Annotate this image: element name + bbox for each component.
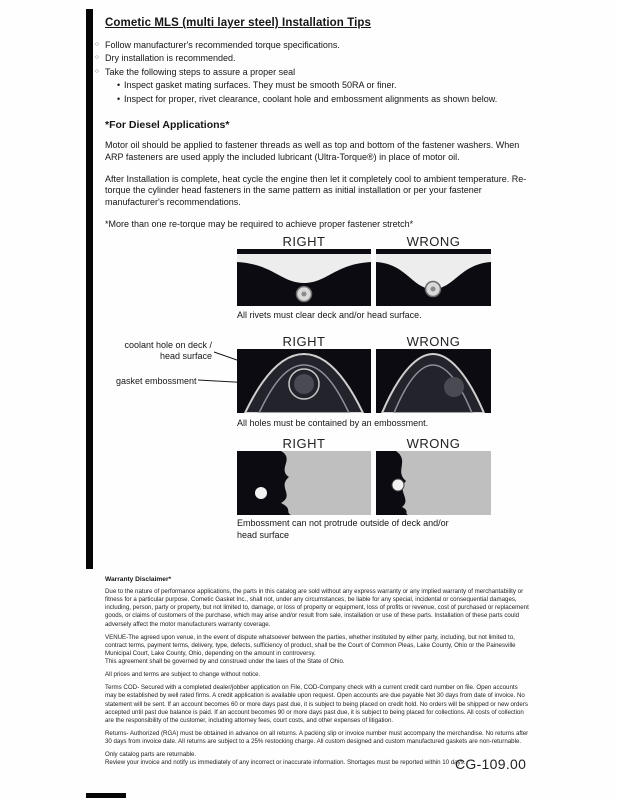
- content-area: [105, 17, 529, 231]
- wrong-label: WRONG: [406, 334, 461, 349]
- coolant-hole-right-image: [237, 349, 371, 413]
- gasket-embossment-callout: gasket embossment: [116, 376, 197, 386]
- warranty-paragraph: Terms COD- Secured with a completed dealer/jobber application on File, COD-Company check with a current credit card number on file. Open accounts may be established by well rated firms. A credit application is available upon request. Open accounts are due payable Net 30 days from date of invoice. No statement will be sent. If an account becomes 60 or more days past due, it is subject to being placed on credit hold. No orders will be shipped or new orders accepted until past due balance is paid. If an account becomes 90 or more days past due, it is subject to being placed for collections. All costs of collection are the responsibility of the customer, including attorney fees, court costs, and other expenses of litigation.: [105, 684, 528, 724]
- wrong-label: WRONG: [406, 234, 461, 249]
- warranty-heading: Warranty Disclaimer*: [105, 576, 172, 583]
- warranty-paragraph: Only catalog parts are returnable.: [105, 751, 197, 759]
- diagram-section: [0, 230, 618, 560]
- tip-item: ○ Dry installation is recommended.: [105, 53, 529, 64]
- coolant-hole-callout: coolant hole on deck / head surface: [124, 340, 212, 362]
- warranty-paragraph: VENUE-The agreed upon venue, in the event of dispute whatsoever between the parties, whether instituted by either party, including, but not limited to, contract terms, payment terms, delivery, type, defects, sufficiency of product, shall be the Court of Common Pleas, Lake County, Ohio or the Painesville Municipal Court, Lake County, Ohio, depending on the amount in controversy.: [105, 633, 516, 657]
- tip-item: ○ Take the following steps to assure a proper seal: [105, 67, 529, 78]
- diesel-applications-heading: *For Diesel Applications*: [105, 118, 230, 131]
- warranty-disclaimer: [105, 576, 530, 772]
- warranty-paragraph: Due to the nature of performance applications, the parts in this catalog are sold without any express warranty or any implied warranty of merchantability or fitness for a particular purpose. Cometic Gasket Inc., shall not, under any circumstances, be liable for any special, incidental or consequential damages, including, person, party or property, but not limited to, damage, or loss of property or equipment, loss of profits or revenue, cost of purchased or replacement goods, or claims of customers of the purchase, which may arise and/or result from sale, installation or use of these parts. Installation of these parts could adversely affect the motor manufacturers warranty coverage.: [105, 588, 529, 628]
- retorque-note: *More than one re-torque may be required to achieve proper fastener stretch*: [105, 219, 414, 230]
- warranty-paragraph: Review your invoice and notify us immediately of any incorrect or inaccurate information. Shortages must be reported within 10 days.: [105, 759, 466, 767]
- right-label: RIGHT: [282, 234, 326, 249]
- diesel-paragraph-2: After Installation is complete, heat cycle the engine then let it completely cool to ambient temperature. Re-torque the cylinder head fasteners in the same pattern as initial installation or per your fastener manufacturer's recommendations.: [105, 173, 527, 208]
- embossment-wrong-image: [376, 451, 491, 515]
- coolant-hole-wrong-image: [376, 349, 491, 413]
- wrong-label: WRONG: [406, 436, 461, 451]
- tip-sub-item: • Inspect for proper, rivet clearance, coolant hole and embossment alignments as shown below.: [105, 94, 529, 105]
- embossment-right-image: [237, 451, 371, 515]
- tip-sub-item: • Inspect gasket mating surfaces. They must be smooth 50RA or finer.: [105, 80, 529, 91]
- embossment-caption: Embossment can not protrude outside of deck and/or head surface: [237, 518, 449, 540]
- bottom-page-mark: [86, 793, 126, 798]
- page-number: CG-109.00: [455, 756, 527, 772]
- rivet-clearance-wrong-image: [376, 249, 491, 306]
- right-label: RIGHT: [282, 334, 326, 349]
- installation-tips-list: [105, 40, 529, 105]
- rivet-clearance-right-image: [237, 249, 371, 306]
- right-label: RIGHT: [282, 436, 326, 451]
- warranty-paragraph: Returns- Authorized (RGA) must be obtained in advance on all returns. A packing slip or invoice number must accompany the merchandise. No returns after 30 days from invoice date. All returns are subject to a 25% restocking charge. All custom designed and custom manufactured gaskets are non-returnable.: [105, 729, 529, 745]
- warranty-paragraph: All prices and terms are subject to change without notice.: [105, 671, 261, 679]
- rivet-caption: All rivets must clear deck and/or head surface.: [237, 310, 422, 320]
- holes-caption: All holes must be contained by an embossment.: [237, 418, 429, 428]
- warranty-paragraph: This agreement shall be governed by and construed under the laws of the State of Ohio.: [105, 658, 345, 665]
- page-title: Cometic MLS (multi layer steel) Installation Tips: [105, 17, 372, 29]
- diesel-paragraph-1: Motor oil should be applied to fastener threads as well as top and bottom of the fastener washers. When ARP fasteners are used apply the included lubricant (Ultra-Torque®) in place of motor oil.: [105, 139, 520, 162]
- tip-item: ○ Follow manufacturer's recommended torque specifications.: [105, 40, 529, 51]
